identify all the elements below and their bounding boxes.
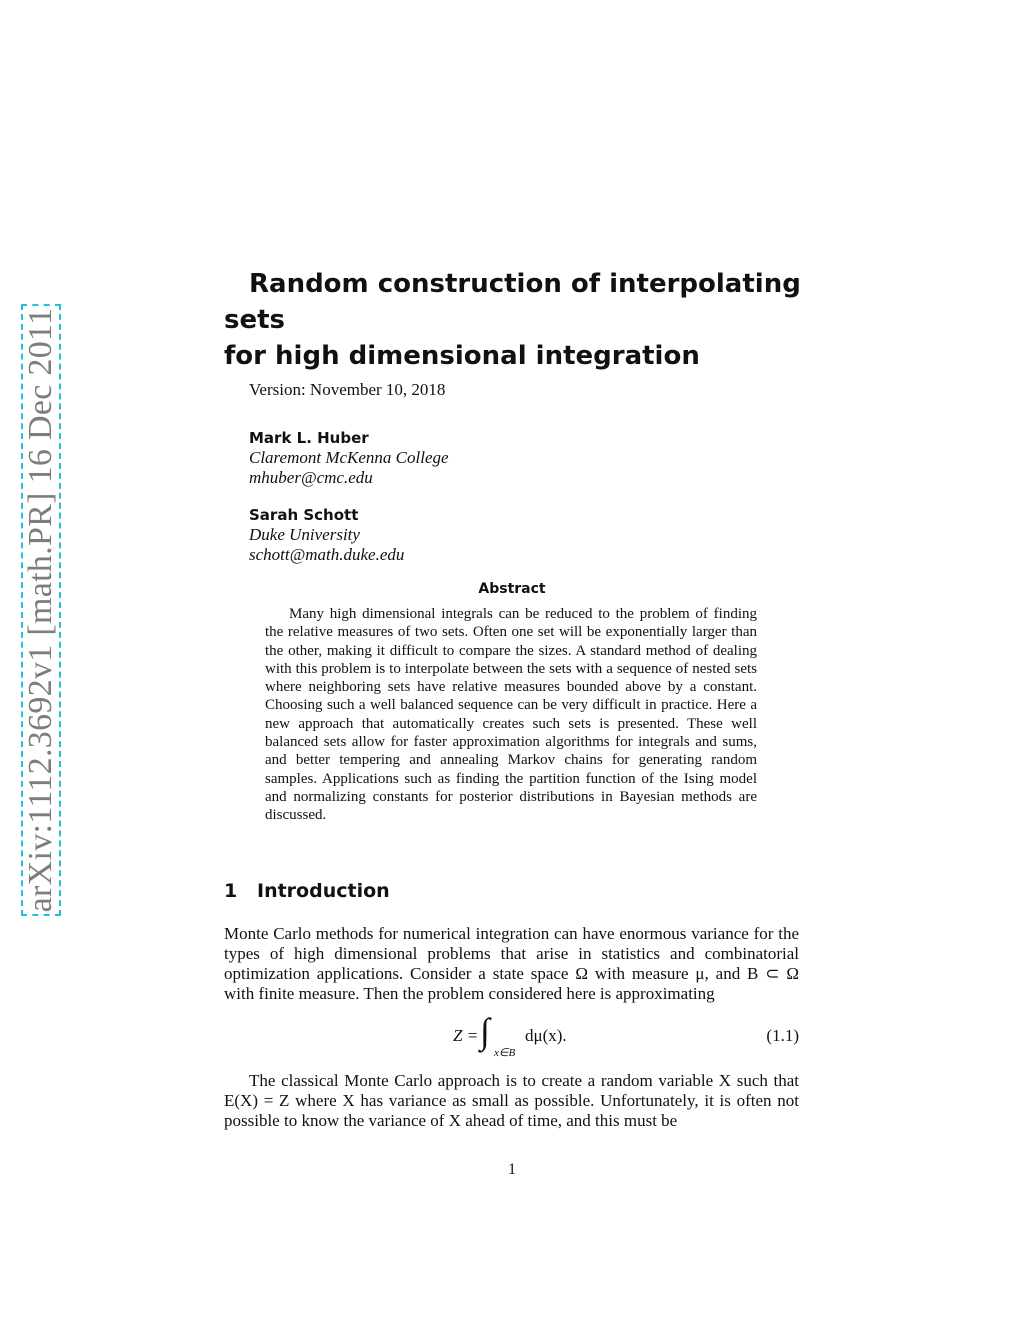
abstract-heading: Abstract	[478, 581, 546, 597]
author-name: Sarah Schott	[249, 506, 359, 524]
author-email: schott@math.duke.edu	[249, 545, 405, 564]
section-title: Introduction	[257, 880, 390, 902]
author-name: Mark L. Huber	[249, 429, 369, 447]
arxiv-stamp: arXiv:1112.3692v1 [math.PR] 16 Dec 2011	[22, 307, 59, 913]
author-block	[249, 505, 404, 565]
version-line: Version: November 10, 2018	[249, 380, 446, 399]
integral-subscript: x∈B	[494, 1047, 516, 1059]
section-number: 1	[224, 880, 238, 902]
integral-sign: ∫	[480, 1011, 490, 1051]
author-block	[249, 428, 449, 488]
intro-paragraph-1: Monte Carlo methods for numerical integration can have enormous variance for the types of high dimensional problems that arise in statistics and combinatorial optimization applications. Consider a state space Ω with measure μ, and B ⊂ Ω with finite measure. Then the problem considered here is approximating	[224, 924, 799, 1003]
equation-rhs: dμ(x).	[525, 1026, 567, 1045]
equation-number: (1.1)	[766, 1026, 799, 1045]
author-affiliation: Claremont McKenna College	[249, 448, 449, 467]
author-email: mhuber@cmc.edu	[249, 468, 373, 487]
author-affiliation: Duke University	[249, 525, 360, 544]
intro-paragraph-2: The classical Monte Carlo approach is to create a random variable X such that E(X) = Z where X has variance as small as possible. Unfortunately, it is often not possible to know the variance of X ahead of time, and this must be	[224, 1071, 799, 1130]
page-number: 1	[508, 1161, 516, 1178]
section-heading	[224, 880, 390, 902]
title-line-2: for high dimensional integration	[224, 341, 700, 371]
equation-lhs: Z =	[453, 1026, 479, 1045]
abstract-text: Many high dimensional integrals can be reduced to the problem of finding the relative measures of two sets. Often one set will be exponentially larger than the other, making it difficult to compare the sizes. A standard method of dealing with this problem is to interpolate between the sets with a sequence of nested sets where neighboring sets have relative measures bounded above by a constant. Choosing such a well balanced sequence can be very difficult in practice. Here a new approach that automatically creates such sets is presented. These well balanced sets allow for faster approximation algorithms for integrals and sums, and better tempering and annealing Markov chains for generating random samples. Applications such as finding the partition function of the Ising model and normalizing constants for posterior distributions in Bayesian methods are discussed.	[265, 606, 757, 824]
title-line-1: Random construction of interpolating sets	[224, 269, 801, 335]
paper-title	[224, 266, 804, 374]
equation-1-1	[224, 1011, 799, 1062]
